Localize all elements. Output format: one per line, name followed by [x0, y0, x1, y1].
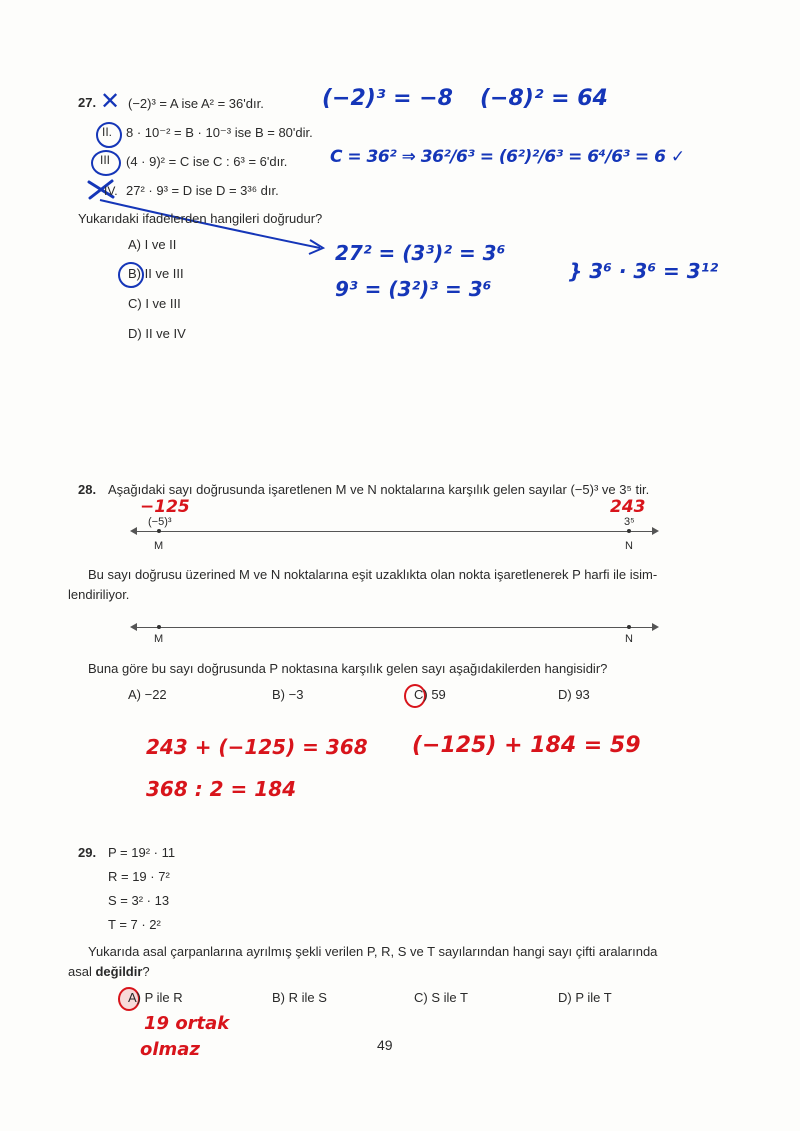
m-label: M	[154, 540, 164, 552]
number-line	[135, 531, 655, 532]
point-m	[157, 529, 161, 533]
cross-mark-icon: ✕	[100, 87, 121, 115]
q27-label-3: III	[100, 153, 111, 167]
q27-statement-4: 27² · 9³ = D ise D = 3³⁶ dır.	[126, 183, 279, 198]
q28-option-d: D) 93	[558, 687, 590, 702]
n-label: N	[625, 633, 633, 645]
q29-number: 29.	[78, 845, 97, 860]
arrow-left-icon	[130, 623, 137, 631]
q27-label-4: IV.	[104, 184, 118, 198]
hw-note: 243	[610, 497, 646, 517]
q28-text: Aşağıdaki sayı doğrusunda işaretlenen M ve N noktalarına karşılık gelen sayılar (−5)³ ve 3⁵ tir.	[108, 482, 650, 497]
q29-option-d: D) P ile T	[558, 990, 612, 1005]
q28-text2-cont: lendiriliyor.	[68, 587, 130, 602]
number-line-2	[135, 627, 655, 628]
q29-question: Yukarıda asal çarpanlarına ayrılmış şekli verilen P, R, S ve T sayılarından hangi sayı çifti aralarında	[88, 944, 658, 959]
q27-statement-3: (4 · 9)² = C ise C : 6³ = 6'dır.	[126, 154, 288, 169]
q27-question: Yukarıdaki ifadelerden hangileri doğrudur?	[78, 211, 323, 226]
hw-note: 9³ = (3²)³ = 3⁶	[335, 277, 492, 301]
hw-calc: (−125) + 184 = 59	[412, 733, 641, 758]
q27-option-b: B) II ve III	[128, 266, 184, 281]
page-number: 49	[377, 1037, 393, 1053]
point-m	[157, 625, 161, 629]
q28-question: Buna göre bu sayı doğrusunda P noktasına karşılık gelen sayı aşağıdakilerden hangisidir?	[88, 661, 608, 676]
q29-line: R = 19 · 7²	[108, 869, 170, 884]
hw-note: −125	[140, 497, 190, 517]
question-emphasis: değildir	[95, 964, 143, 979]
arrow-right-icon	[652, 623, 659, 631]
q29-question-cont	[68, 965, 150, 980]
q29-line: T = 7 · 2²	[108, 917, 161, 932]
n-label: N	[625, 540, 633, 552]
q28-number: 28.	[78, 482, 97, 497]
question-text: ?	[142, 964, 150, 979]
m-value: (−5)³	[148, 516, 172, 528]
q27-option-a: A) I ve II	[128, 237, 177, 252]
q27-statement-1: (−2)³ = A ise A² = 36'dır.	[128, 96, 264, 111]
q29-option-c: C) S ile T	[414, 990, 468, 1005]
hw-note: C = 36² ⇒ 36²/6³ = (6²)²/6³ = 6⁴/6³ = 6 ✓	[330, 147, 685, 167]
q28-text2: Bu sayı doğrusu üzerined M ve N noktalarına eşit uzaklıkta olan nokta işaretlenerek P harfi ile isim-	[88, 567, 658, 582]
q28-option-b: B) −3	[272, 687, 304, 702]
q27-option-c: C) I ve III	[128, 296, 181, 311]
hw-note: 19 ortak	[144, 1013, 230, 1034]
hw-note: 27² = (3³)² = 3⁶	[335, 241, 506, 265]
point-n	[627, 625, 631, 629]
q27-number: 27.	[78, 95, 97, 110]
q29-option-b: B) R ile S	[272, 990, 327, 1005]
hw-note: (−2)³ = −8	[322, 86, 453, 111]
hw-note: (−8)² = 64	[480, 86, 608, 111]
hw-note: } 3⁶ · 3⁶ = 3¹²	[568, 259, 719, 283]
q28-option-a: A) −22	[128, 687, 167, 702]
q27-label-2: II.	[102, 125, 113, 139]
m-label: M	[154, 633, 164, 645]
q27-statement-2: 8 · 10⁻² = B · 10⁻³ ise B = 80'dir.	[126, 125, 313, 140]
arrow-left-icon	[130, 527, 137, 535]
question-text: asal	[68, 964, 96, 979]
hw-calc: 243 + (−125) = 368	[146, 735, 368, 759]
q28-option-c: C) 59	[414, 687, 446, 702]
q29-line: S = 3² · 13	[108, 893, 170, 908]
arrow-right-icon	[652, 527, 659, 535]
n-value: 3⁵	[624, 516, 635, 528]
hw-calc: 368 : 2 = 184	[146, 777, 297, 801]
hw-note: olmaz	[140, 1039, 200, 1060]
q29-option-a: A) P ile R	[128, 990, 183, 1005]
q29-line: P = 19² · 11	[108, 845, 176, 860]
point-n	[627, 529, 631, 533]
q27-option-d: D) II ve IV	[128, 326, 186, 341]
